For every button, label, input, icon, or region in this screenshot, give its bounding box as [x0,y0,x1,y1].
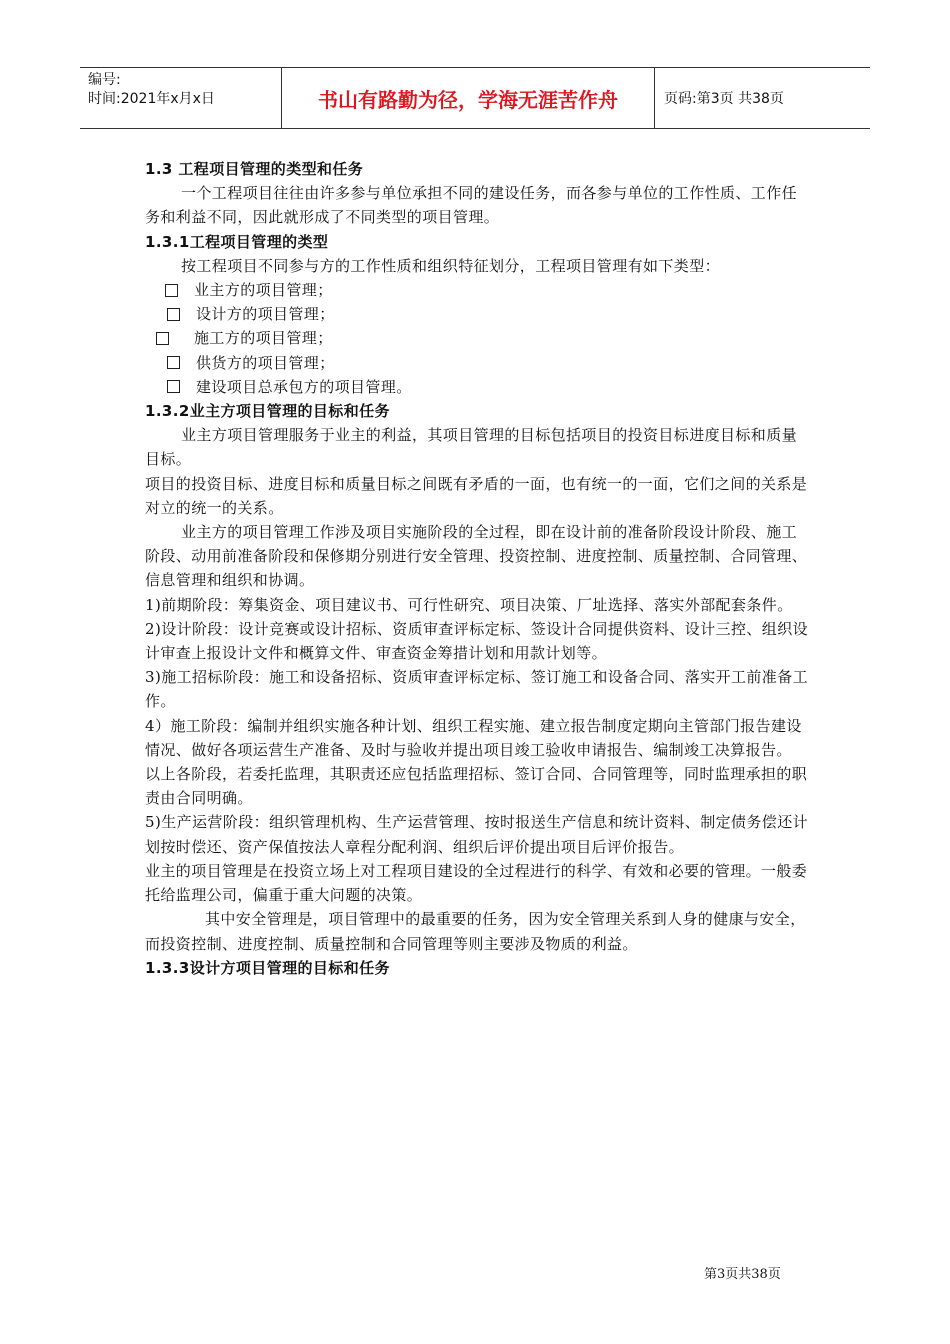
header-page-info: 页码:第3页 共38页 [664,91,784,107]
paragraph: 2)设计阶段：设计竞赛或设计招标、资质审查评标定标、签设计合同提供资料、设计三控、组织设计审查上报设计文件和概算文件、审查资金筹措计划和用款计划等。 [145,619,808,663]
section-1-3-2-title: 1.3.2业主方项目管理的目标和任务 [145,402,390,421]
list-item-label: 设计方的项目管理； [196,305,335,324]
section-1-3-title: 1.3 工程项目管理的类型和任务 [145,160,364,178]
list-item [145,326,810,350]
paragraph: 其中安全管理是，项目管理中的最重要的任务，因为安全管理关系到人身的健康与安全，而投资控制、进度控制、质量控制和合同管理等则主要涉及物质的利益。 [145,910,806,953]
paragraph: 按工程项目不同参与方的工作性质和组织特征划分，工程项目管理有如下类型： [181,256,721,275]
paragraph: 项目的投资目标、进度目标和质量目标之间既有矛盾的一面，也有统一的一面，它们之间的关系是对立的统一的关系。 [145,474,808,517]
type-list [145,278,810,399]
paragraph: 一个工程项目往往由许多参与单位承担不同的建设任务，而各参与单位的工作性质、工作任务和利益不同，因此就形成了不同类型的项目管理。 [145,184,798,227]
number-label: 编号: [88,72,121,88]
paragraph: 5)生产运营阶段：组织管理机构、生产运营管理、按时报送生产信息和统计资料、制定债务偿还计划按时偿还、资产保值按法人章程分配利润、组织后评价提出项目后评价报告。 [145,813,808,856]
checkbox-square-icon [165,284,178,297]
list-item-label: 供货方的项目管理； [196,353,335,372]
paragraph: 业主方的项目管理工作涉及项目实施阶段的全过程，即在设计前的准备阶段设计阶段、施工阶段、动用前准备阶段和保修期分别进行安全管理、投资控制、进度控制、质量控制、合同管理、信息管理和组织和协调。 [145,523,808,590]
document-body [145,157,810,980]
header-meta [80,68,282,128]
list-item-label: 建设项目总承包方的项目管理。 [196,377,412,396]
time-label: 时间:2021年x月x日 [88,91,215,107]
checkbox-square-icon [167,356,180,369]
list-item [145,375,810,399]
paragraph: 3)施工招标阶段：施工和设备招标、资质审查评标定标、签订施工和设备合同、落实开工前准备工作。 [145,668,808,711]
checkbox-square-icon [156,332,169,345]
paragraph: 业主的项目管理是在投资立场上对工程项目建设的全过程进行的科学、有效和必要的管理。一般委托给监理公司，偏重于重大问题的决策。 [145,861,808,905]
paragraph: 业主方项目管理服务于业主的利益，其项目管理的目标包括项目的投资目标进度目标和质量目标。 [145,426,798,469]
list-item [145,351,810,375]
checkbox-square-icon [167,380,180,393]
page-footer: 第3页共38页 [704,1267,781,1282]
section-1-3-3-title: 1.3.3设计方项目管理的目标和任务 [145,958,390,977]
list-item-label: 施工方的项目管理； [194,329,333,348]
list-item [145,302,810,326]
list-item [145,278,810,302]
page-header [80,67,870,129]
paragraph: 1)前期阶段：筹集资金、项目建议书、可行性研究、项目决策、厂址选择、落实外部配套条件。 [145,595,793,614]
paragraph: 4）施工阶段：编制并组织实施各种计划、组织工程实施、建立报告制度定期向主管部门报告建设情况、做好各项运营生产准备、及时与验收并提出项目竣工验收申请报告、编制竣工决算报告。 [145,716,802,759]
header-motto: 书山有路勤为径，学海无涯苦作舟 [282,68,655,128]
section-1-3-1-title: 1.3.1工程项目管理的类型 [145,232,329,251]
checkbox-square-icon [167,308,180,321]
paragraph: 以上各阶段，若委托监理，其职责还应包括监理招标、签订合同、合同管理等，同时监理承担的职责由合同明确。 [145,765,808,808]
list-item-label: 业主方的项目管理； [194,281,333,300]
